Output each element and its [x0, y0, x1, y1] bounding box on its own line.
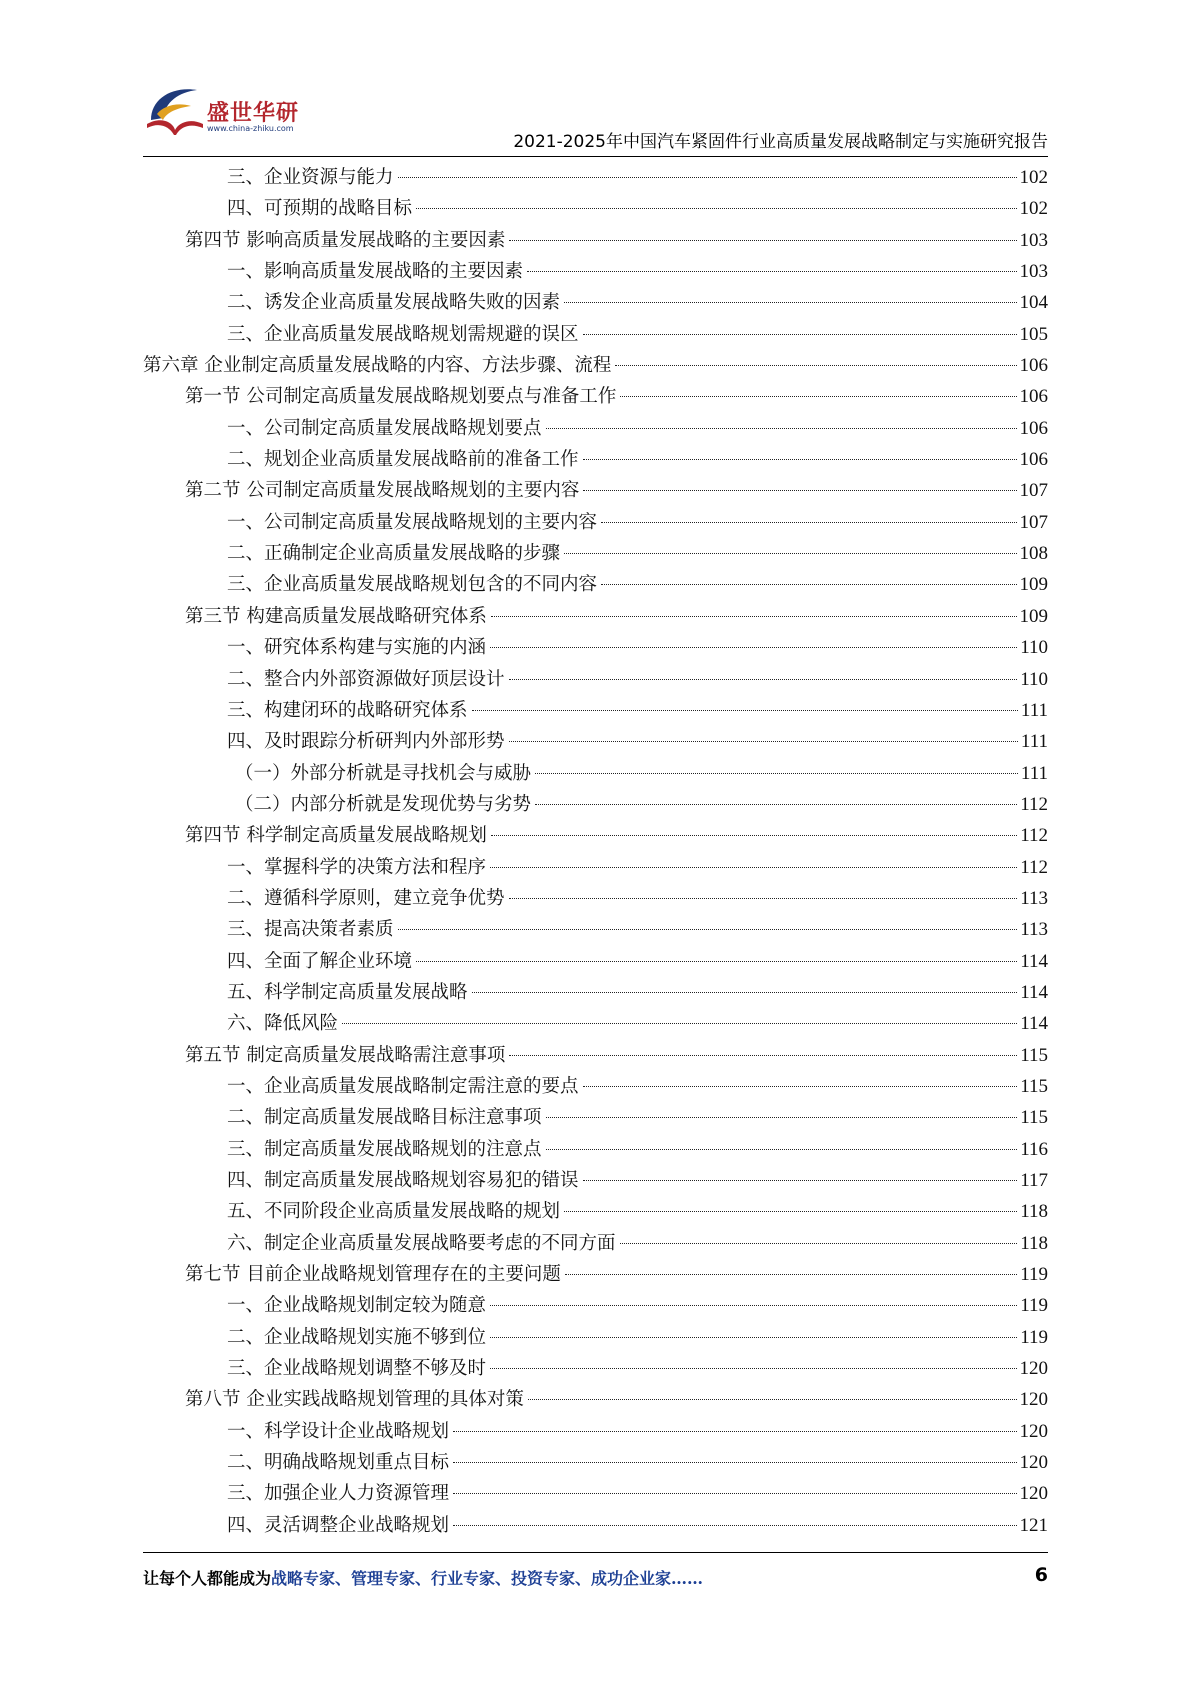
toc-entry-page: 106: [1019, 355, 1048, 377]
toc-entry-label: 第一节 公司制定高质量发展战略规划要点与准备工作: [185, 386, 617, 408]
toc-entry[interactable]: [143, 789, 1048, 820]
toc-entry-page: 115: [1020, 1075, 1048, 1097]
report-title: 2021-2025年中国汽车紧固件行业高质量发展战略制定与实施研究报告: [513, 132, 1048, 152]
toc-entry-label: 三、企业资源与能力: [227, 167, 394, 188]
slogan-highlight: 战略专家、管理专家、行业专家、投资专家、成功企业家……: [271, 1569, 704, 1588]
toc-entry[interactable]: [143, 225, 1048, 256]
toc-leader-dots: [535, 773, 1018, 774]
toc-entry-label: 一、公司制定高质量发展战略规划要点: [227, 417, 542, 439]
toc-entry-label: 二、整合内外部资源做好顶层设计: [227, 668, 505, 690]
toc-entry-page: 106: [1019, 386, 1048, 408]
toc-entry-label: 四、制定高质量发展战略规划容易犯的错误: [227, 1170, 579, 1191]
toc-leader-dots: [565, 1274, 1017, 1275]
toc-entry-page: 110: [1020, 637, 1048, 659]
toc-entry-page: 114: [1020, 981, 1048, 1003]
toc-entry-page: 113: [1020, 887, 1048, 909]
toc-entry-page: 119: [1020, 1264, 1048, 1286]
toc-entry[interactable]: [143, 162, 1048, 193]
toc-entry[interactable]: [143, 1071, 1048, 1102]
toc-leader-dots: [453, 1525, 1016, 1526]
toc-entry[interactable]: [143, 1384, 1048, 1415]
toc-leader-dots: [490, 1337, 1017, 1338]
toc-entry[interactable]: [143, 946, 1048, 977]
toc-entry-label: 第四节 科学制定高质量发展战略规划: [185, 825, 487, 847]
page-number: 6: [1034, 1564, 1048, 1586]
toc-entry-label: （二）内部分析就是发现优势与劣势: [235, 793, 532, 815]
toc-entry-label: 三、企业高质量发展战略规划包含的不同内容: [227, 574, 598, 596]
toc-entry-label: 一、科学设计企业战略规划: [227, 1420, 450, 1442]
toc-entry-label: 四、全面了解企业环境: [227, 950, 413, 972]
toc-entry-page: 102: [1019, 167, 1048, 188]
toc-leader-dots: [564, 302, 1016, 303]
toc-entry[interactable]: [143, 1196, 1048, 1227]
logo-name: 盛世华研: [207, 101, 300, 126]
toc-entry-page: 115: [1020, 1044, 1048, 1066]
toc-entry-label: 一、影响高质量发展战略的主要因素: [227, 261, 524, 283]
page-header: [143, 80, 1048, 158]
toc-entry-label: 五、科学制定高质量发展战略: [227, 981, 468, 1003]
toc-entry-label: 第四节 影响高质量发展战略的主要因素: [185, 229, 506, 251]
toc-entry-label: 二、制定高质量发展战略目标注意事项: [227, 1107, 542, 1129]
toc-entry-page: 114: [1020, 950, 1048, 972]
toc-entry-page: 110: [1020, 668, 1048, 690]
toc-entry[interactable]: [143, 1102, 1048, 1133]
toc-entry-page: 115: [1020, 1107, 1048, 1129]
toc-entry-page: 113: [1020, 919, 1048, 941]
toc-leader-dots: [416, 208, 1016, 209]
toc-entry-label: 三、企业战略规划调整不够及时: [227, 1358, 487, 1380]
toc-leader-dots: [546, 1117, 1018, 1118]
table-of-contents: [143, 162, 1048, 1541]
toc-entry[interactable]: [143, 758, 1048, 789]
slogan-lead: 让每个人都能成为: [143, 1569, 272, 1588]
toc-entry[interactable]: [143, 852, 1048, 883]
toc-entry-page: 111: [1020, 699, 1048, 721]
toc-leader-dots: [583, 459, 1017, 460]
toc-entry-label: 二、规划企业高质量发展战略前的准备工作: [227, 449, 579, 471]
toc-entry-page: 120: [1019, 1452, 1048, 1474]
page-footer: [143, 1566, 1048, 1594]
toc-entry-label: 一、研究体系构建与实施的内涵: [227, 637, 487, 659]
toc-leader-dots: [453, 1493, 1016, 1494]
toc-leader-dots: [528, 1399, 1017, 1400]
toc-entry-page: 116: [1020, 1138, 1048, 1160]
toc-entry-label: 四、及时跟踪分析研判内外部形势: [227, 731, 505, 753]
toc-leader-dots: [601, 584, 1016, 585]
toc-entry-label: 二、明确战略规划重点目标: [227, 1452, 450, 1474]
toc-entry-page: 109: [1019, 605, 1048, 627]
toc-leader-dots: [509, 1055, 1017, 1056]
toc-entry[interactable]: [143, 1008, 1048, 1039]
toc-entry-page: 106: [1019, 449, 1048, 471]
toc-entry-label: 二、遵循科学原则，建立竞争优势: [227, 887, 505, 909]
toc-leader-dots: [583, 1180, 1018, 1181]
toc-entry[interactable]: [143, 1447, 1048, 1478]
toc-entry-page: 103: [1019, 229, 1048, 251]
toc-leader-dots: [490, 1368, 1016, 1369]
toc-entry[interactable]: [143, 632, 1048, 663]
toc-entry[interactable]: [143, 1134, 1048, 1165]
toc-entry[interactable]: [143, 820, 1048, 851]
toc-entry-label: 二、正确制定企业高质量发展战略的步骤: [227, 543, 561, 565]
toc-leader-dots: [472, 992, 1018, 993]
toc-entry-page: 111: [1020, 762, 1048, 784]
toc-entry-page: 121: [1019, 1514, 1048, 1536]
toc-entry-page: 111: [1020, 731, 1048, 753]
toc-entry-label: 第三节 构建高质量发展战略研究体系: [185, 605, 487, 627]
toc-entry-page: 107: [1019, 511, 1048, 533]
toc-entry-page: 120: [1019, 1358, 1048, 1380]
toc-leader-dots: [583, 490, 1016, 491]
toc-entry[interactable]: [143, 319, 1048, 350]
company-logo: [143, 80, 313, 148]
toc-entry-label: 第五节 制定高质量发展战略需注意事项: [185, 1044, 506, 1066]
toc-leader-dots: [416, 961, 1017, 962]
toc-entry-page: 104: [1019, 292, 1048, 314]
toc-entry-page: 120: [1019, 1483, 1048, 1505]
toc-entry[interactable]: [143, 538, 1048, 569]
toc-entry-label: 第八节 企业实践战略规划管理的具体对策: [185, 1389, 524, 1411]
toc-entry-page: 118: [1020, 1201, 1048, 1223]
toc-leader-dots: [546, 1149, 1018, 1150]
toc-entry-page: 112: [1020, 856, 1048, 878]
toc-entry-page: 120: [1019, 1420, 1048, 1442]
toc-leader-dots: [490, 647, 1017, 648]
toc-leader-dots: [490, 1305, 1017, 1306]
toc-entry-label: 六、降低风险: [227, 1013, 339, 1035]
toc-entry-page: 119: [1020, 1295, 1048, 1317]
header-divider: [143, 156, 1048, 157]
toc-entry[interactable]: [143, 1165, 1048, 1196]
toc-entry[interactable]: [143, 1353, 1048, 1384]
toc-leader-dots: [564, 553, 1016, 554]
toc-leader-dots: [453, 1431, 1016, 1432]
toc-leader-dots: [535, 804, 1017, 805]
toc-leader-dots: [620, 1243, 1018, 1244]
toc-leader-dots: [583, 1086, 1018, 1087]
toc-leader-dots: [509, 679, 1018, 680]
toc-entry[interactable]: [143, 507, 1048, 538]
toc-leader-dots: [615, 365, 1016, 366]
logo-emblem-icon: [143, 80, 207, 140]
toc-entry[interactable]: [143, 1259, 1048, 1290]
toc-leader-dots: [398, 177, 1017, 178]
toc-entry-page: 102: [1019, 198, 1048, 220]
toc-entry-label: 三、构建闭环的战略研究体系: [227, 699, 468, 721]
toc-entry[interactable]: [143, 287, 1048, 318]
toc-entry-label: 一、企业高质量发展战略制定需注意的要点: [227, 1075, 579, 1097]
toc-entry[interactable]: [143, 1416, 1048, 1447]
footer-slogan: [143, 1566, 703, 1589]
toc-leader-dots: [509, 741, 1018, 742]
toc-entry[interactable]: [143, 601, 1048, 632]
toc-entry-label: 四、灵活调整企业战略规划: [227, 1514, 450, 1536]
toc-entry[interactable]: [143, 350, 1048, 381]
toc-entry-label: 二、企业战略规划实施不够到位: [227, 1326, 487, 1348]
toc-leader-dots: [342, 1023, 1017, 1024]
toc-entry[interactable]: [143, 695, 1048, 726]
toc-entry[interactable]: [143, 193, 1048, 224]
toc-entry[interactable]: [143, 1290, 1048, 1321]
toc-leader-dots: [527, 271, 1016, 272]
toc-entry-label: 三、企业高质量发展战略规划需规避的误区: [227, 323, 579, 345]
footer-divider: [143, 1552, 1048, 1553]
toc-leader-dots: [509, 898, 1018, 899]
toc-entry-page: 112: [1020, 825, 1048, 847]
toc-entry-label: （一）外部分析就是寻找机会与威胁: [235, 762, 532, 784]
toc-entry-page: 118: [1020, 1232, 1048, 1254]
toc-leader-dots: [583, 334, 1017, 335]
toc-entry[interactable]: [143, 977, 1048, 1008]
toc-entry-page: 109: [1019, 574, 1048, 596]
toc-entry-label: 一、公司制定高质量发展战略规划的主要内容: [227, 511, 598, 533]
toc-entry[interactable]: [143, 726, 1048, 757]
toc-leader-dots: [546, 428, 1017, 429]
toc-entry-label: 第二节 公司制定高质量发展战略规划的主要内容: [185, 480, 580, 502]
toc-entry-label: 三、加强企业人力资源管理: [227, 1483, 450, 1505]
toc-entry-label: 一、企业战略规划制定较为随意: [227, 1295, 487, 1317]
toc-entry[interactable]: [143, 413, 1048, 444]
toc-leader-dots: [601, 522, 1016, 523]
toc-entry-label: 第六章 企业制定高质量发展战略的内容、方法步骤、流程: [143, 355, 612, 377]
toc-entry-page: 105: [1019, 323, 1048, 345]
toc-leader-dots: [620, 396, 1016, 397]
toc-entry[interactable]: [143, 1478, 1048, 1509]
toc-leader-dots: [472, 710, 1018, 711]
toc-entry-page: 114: [1020, 1013, 1048, 1035]
toc-entry-page: 108: [1019, 543, 1048, 565]
toc-entry[interactable]: [143, 444, 1048, 475]
toc-entry-page: 117: [1020, 1170, 1048, 1191]
toc-leader-dots: [453, 1462, 1016, 1463]
toc-entry-label: 六、制定企业高质量发展战略要考虑的不同方面: [227, 1232, 616, 1254]
toc-leader-dots: [398, 929, 1018, 930]
toc-entry[interactable]: [143, 475, 1048, 506]
toc-entry[interactable]: [143, 1040, 1048, 1071]
logo-url: www.china-zhiku.com: [207, 124, 294, 133]
toc-entry-label: 三、提高决策者素质: [227, 919, 394, 941]
toc-entry[interactable]: [143, 1322, 1048, 1353]
toc-leader-dots: [491, 835, 1017, 836]
toc-leader-dots: [491, 616, 1017, 617]
toc-entry-page: 107: [1019, 480, 1048, 502]
toc-entry[interactable]: [143, 569, 1048, 600]
toc-entry-label: 一、掌握科学的决策方法和程序: [227, 856, 487, 878]
toc-entry-page: 103: [1019, 261, 1048, 283]
toc-leader-dots: [564, 1211, 1017, 1212]
toc-entry-label: 第七节 目前企业战略规划管理存在的主要问题: [185, 1264, 561, 1286]
toc-entry-label: 三、制定高质量发展战略规划的注意点: [227, 1138, 542, 1160]
toc-entry[interactable]: [143, 381, 1048, 412]
toc-entry[interactable]: [143, 1510, 1048, 1541]
toc-entry[interactable]: [143, 1228, 1048, 1259]
toc-entry[interactable]: [143, 256, 1048, 287]
toc-entry[interactable]: [143, 914, 1048, 945]
toc-leader-dots: [509, 240, 1016, 241]
toc-leader-dots: [490, 867, 1017, 868]
toc-entry[interactable]: [143, 883, 1048, 914]
toc-entry-label: 四、可预期的战略目标: [227, 198, 413, 220]
toc-entry-page: 119: [1020, 1326, 1048, 1348]
toc-entry-page: 106: [1019, 417, 1048, 439]
toc-entry-page: 112: [1020, 793, 1048, 815]
toc-entry-page: 120: [1019, 1389, 1048, 1411]
toc-entry[interactable]: [143, 664, 1048, 695]
toc-entry-label: 五、不同阶段企业高质量发展战略的规划: [227, 1201, 561, 1223]
toc-entry-label: 二、诱发企业高质量发展战略失败的因素: [227, 292, 561, 314]
